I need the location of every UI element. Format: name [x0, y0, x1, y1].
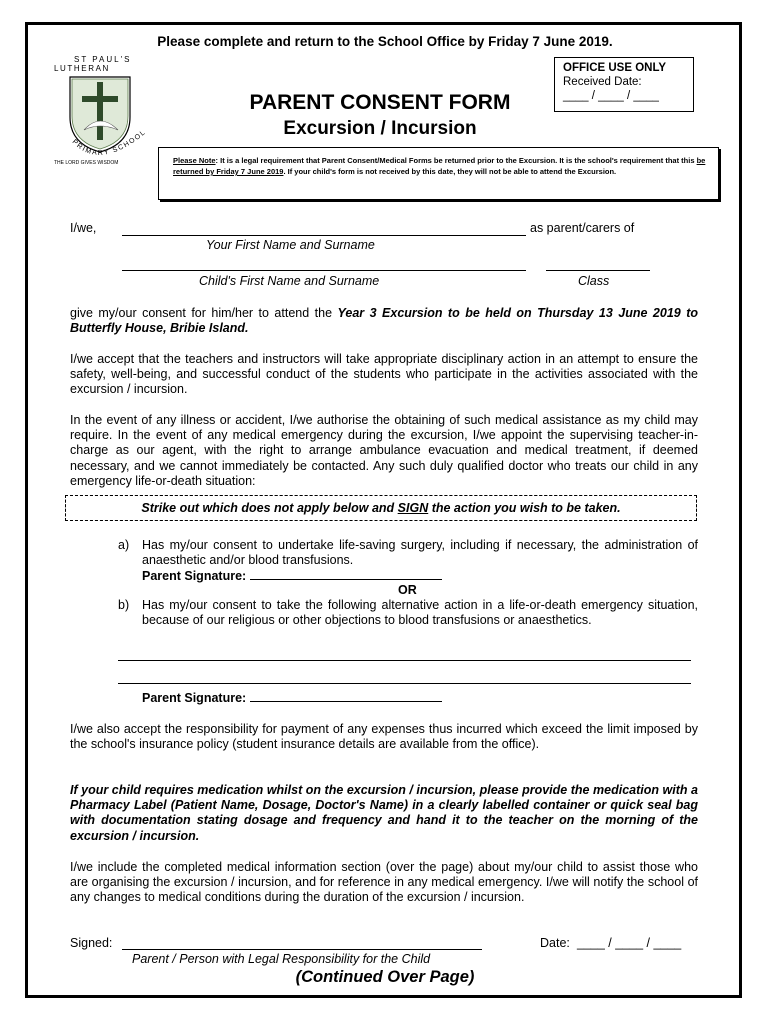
or-label: OR [398, 583, 417, 597]
continued-over-page: (Continued Over Page) [295, 968, 475, 986]
office-use-box [554, 57, 694, 112]
option-b-signature [142, 690, 442, 706]
signed-label: Signed: [70, 936, 113, 950]
parent-name-caption: Your First Name and Surname [206, 238, 375, 252]
please-note-box [158, 147, 719, 200]
alternative-action-line-1[interactable] [118, 660, 691, 661]
logo-motto: THE LORD GIVES WISDOM [54, 160, 119, 166]
note-label: Please Note [173, 156, 216, 165]
child-name-input[interactable] [122, 270, 526, 271]
option-b-text: Has my/our consent to take the following alternative action in a life-or-death emergency situation, because of our religious or other objections to blood transfusions or anaesthetics. [142, 598, 698, 628]
class-input[interactable] [546, 270, 650, 271]
medication-paragraph: If your child requires medication whilst on the excursion / incursion, please provide the medication with a Pharmacy Label (Patient Name, Dosage, Doctor's Name) in a clearly labelled container or quick seal bag with documentation stating dosage and frequency and hand it to the teacher on the morning of the excursion / incursion. [70, 783, 698, 843]
note-deadline: be returned by Friday 7 June 2019 [173, 156, 706, 176]
date-label: Date: [540, 936, 570, 950]
child-name-caption: Child's First Name and Surname [199, 274, 380, 288]
iwe-label: I/we, [70, 221, 97, 235]
medical-info-paragraph: I/we include the completed medical information section (over the page) about my/our child to assist those who are organising the excursion / incursion, and for reference in any medical emergency. I/we will notify the school of any changes to medical conditions during the duration of the excursion / incursion. [70, 860, 698, 905]
discipline-paragraph: I/we accept that the teachers and instructors will take appropriate disciplinary action in an attempt to ensure the safety, well-being, and successful conduct of the students who participate in the activities associated with the excursion / incursion. [70, 352, 698, 397]
office-use-title: OFFICE USE ONLY [563, 62, 667, 74]
signed-input[interactable] [122, 949, 482, 950]
consent-event: Year 3 Excursion to be held on Thursday 13 June 2019 to Butterfly House, Bribie Island. [70, 306, 698, 336]
option-a-signature [142, 568, 442, 584]
note-text-2: . If your child's form is not received by this date, they will not be able to attend the Excursion. [283, 167, 617, 176]
signed-caption: Parent / Person with Legal Responsibility for the Child [132, 952, 431, 966]
as-parent-label: as parent/carers of [530, 221, 635, 235]
alternative-action-line-2[interactable] [118, 683, 691, 684]
strike-text-post: the action you wish to be taken. [428, 501, 621, 515]
option-a-text: Has my/our consent to undertake life-saving surgery, including if necessary, the administration of anaesthetic and/or blood transfusions. [142, 538, 698, 568]
option-a-label: a) [118, 538, 130, 552]
note-text-1: : It is a legal requirement that Parent Consent/Medical Forms be returned prior to the Excursion. It is the school's requirement that this [215, 156, 697, 165]
form-title: PARENT CONSENT FORM [249, 91, 511, 114]
date-input[interactable]: ____ / ____ / ____ [577, 936, 682, 950]
received-date-label: Received Date: [563, 76, 642, 88]
school-logo [52, 52, 162, 167]
option-b-signature-line[interactable] [250, 690, 442, 702]
form-subtitle: Excursion / Incursion [283, 118, 477, 139]
consent-intro: give my/our consent for him/her to attend the [70, 306, 338, 320]
return-instruction: Please complete and return to the School Office by Friday 7 June 2019. [157, 34, 613, 49]
option-b-label: b) [118, 598, 130, 612]
class-caption: Class [578, 274, 610, 288]
cross-icon [97, 82, 103, 140]
strike-out-instruction [65, 495, 697, 521]
option-b-signature-label: Parent Signature: [142, 691, 247, 705]
medical-paragraph: In the event of any illness or accident, I/we authorise the obtaining of such medical assistance as my child may require. In the event of any medical emergency during the excursion, I/we appoint the supervising teacher-in-charge as our agent, with the right to arrange ambulance evacuation and medical treatment, if deemed necessary, and we cannot immediately be contacted. Any such duly qualified doctor who treats our child in any emergency life-or-death situation: [70, 413, 698, 488]
logo-arc-text: PRIMARY SCHOOL [70, 128, 148, 157]
logo-text-1: ST PAUL'S [74, 55, 132, 64]
option-a-signature-line[interactable] [250, 568, 442, 580]
consent-paragraph [70, 306, 698, 336]
expenses-paragraph: I/we also accept the responsibility for payment of any expenses thus incurred which exceed the limit imposed by the school's insurance policy (student insurance details are available from the office). [70, 722, 698, 752]
received-date-blank[interactable]: ____ / ____ / ____ [563, 90, 659, 102]
strike-text-pre: Strike out which does not apply below and [141, 501, 398, 515]
parent-name-input[interactable] [122, 235, 526, 236]
option-a-signature-label: Parent Signature: [142, 569, 247, 583]
logo-text-2: LUTHERAN [54, 64, 110, 73]
strike-sign: SIGN [397, 501, 429, 515]
